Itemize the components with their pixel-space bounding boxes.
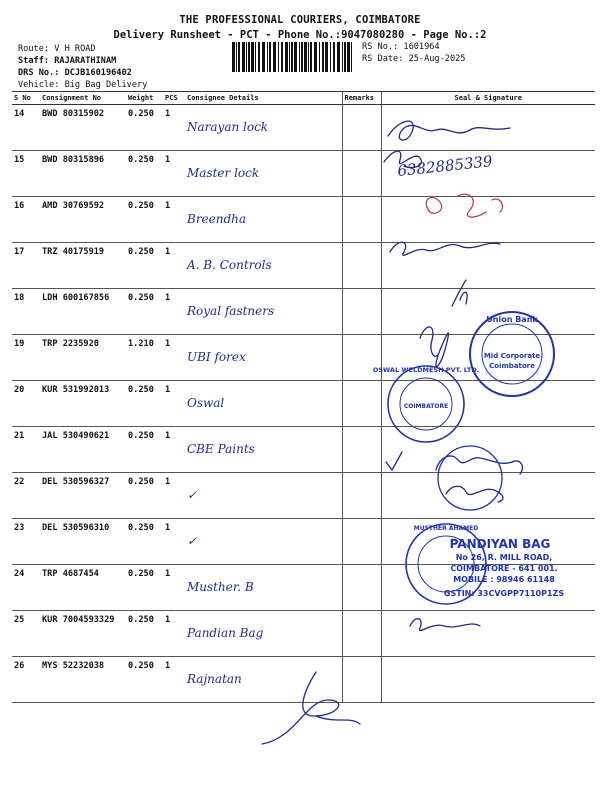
cell-weight: 0.250 — [126, 657, 163, 703]
barcode-bar — [262, 42, 265, 72]
cell-seal — [381, 565, 595, 611]
cell-seal — [381, 151, 595, 197]
cell-sno: 15 — [12, 151, 40, 197]
rs-number: RS No.: 1601964 — [362, 42, 440, 52]
barcode-bar — [289, 42, 290, 72]
cell-pcs: 1 — [163, 289, 185, 335]
barcode-bar — [337, 42, 340, 72]
cell-consignment: TRZ 40175919 — [40, 243, 126, 289]
cell-consignee — [185, 611, 342, 657]
cell-pcs: 1 — [163, 197, 185, 243]
consignee-handwriting: ✓ — [187, 488, 198, 502]
vehicle-label: Vehicle: Big Bag Delivery — [18, 80, 148, 90]
cell-remarks — [342, 381, 381, 427]
cell-sno: 26 — [12, 657, 40, 703]
cell-weight: 0.250 — [126, 151, 163, 197]
barcode-bar — [301, 42, 303, 72]
cell-remarks — [342, 427, 381, 473]
cell-pcs: 1 — [163, 335, 185, 381]
rs-date: RS Date: 25-Aug-2025 — [362, 54, 466, 64]
barcode-bar — [267, 42, 268, 72]
drs-label: DRS No.: DCJB160196402 — [18, 68, 132, 78]
cell-sno: 17 — [12, 243, 40, 289]
cell-seal — [381, 473, 595, 519]
table-row — [12, 197, 595, 243]
cell-weight: 0.250 — [126, 611, 163, 657]
barcode-bar — [255, 42, 256, 72]
consignee-handwriting: Rajnatan — [187, 672, 242, 686]
cell-weight: 0.250 — [126, 197, 163, 243]
cell-consignee — [185, 243, 342, 289]
table-row — [12, 243, 595, 289]
cell-remarks — [342, 197, 381, 243]
barcode-bar — [238, 42, 240, 72]
barcode-bar — [299, 42, 300, 72]
pandiyan-stamp-address1: No 26, R. MILL ROAD, — [455, 553, 553, 562]
barcode-bar — [232, 42, 235, 72]
cell-seal — [381, 289, 595, 335]
consignee-handwriting: UBI forex — [187, 350, 246, 364]
cell-remarks — [342, 565, 381, 611]
cell-consignment: AMD 30769592 — [40, 197, 126, 243]
cell-sno: 14 — [12, 105, 40, 151]
cell-weight: 0.250 — [126, 243, 163, 289]
table-row — [12, 105, 595, 151]
table-row — [12, 151, 595, 197]
table-row — [12, 381, 595, 427]
cell-seal — [381, 197, 595, 243]
cell-sno: 18 — [12, 289, 40, 335]
pandiyan-stamp-address2: COIMBATORE - 641 001. — [450, 564, 558, 573]
cell-consignee — [185, 427, 342, 473]
cell-seal — [381, 657, 595, 703]
cell-consignee — [185, 519, 342, 565]
cell-seal — [381, 243, 595, 289]
cell-consignment: LDH 600167856 — [40, 289, 126, 335]
cell-consignee — [185, 151, 342, 197]
header-seal: Seal & Signature — [381, 92, 595, 105]
cell-remarks — [342, 519, 381, 565]
consignee-handwriting: Master lock — [187, 166, 260, 180]
cell-remarks — [342, 105, 381, 151]
barcode-bar — [308, 42, 309, 72]
barcode-bar — [269, 42, 271, 72]
cell-consignment: BWD 80315902 — [40, 105, 126, 151]
cell-seal — [381, 381, 595, 427]
barcode-bar — [314, 42, 317, 72]
cell-consignment: JAL 530490621 — [40, 427, 126, 473]
barcode-bar — [322, 42, 324, 72]
consignee-handwriting: Musther. B — [187, 580, 254, 594]
cell-consignment: DEL 530596310 — [40, 519, 126, 565]
barcode-bar — [242, 42, 245, 72]
header-sno: S No — [12, 92, 40, 105]
barcode-bar — [236, 42, 237, 72]
cell-consignee — [185, 289, 342, 335]
barcode-bar — [342, 42, 343, 72]
union-bank-stamp-city: Coimbatore — [489, 362, 535, 370]
cell-pcs: 1 — [163, 611, 185, 657]
table-row — [12, 565, 595, 611]
consignee-handwriting: Oswal — [187, 396, 225, 410]
barcode-bar — [347, 42, 350, 72]
cell-sno: 16 — [12, 197, 40, 243]
cell-seal — [381, 335, 595, 381]
cell-remarks — [342, 335, 381, 381]
cell-pcs: 1 — [163, 519, 185, 565]
cell-sno: 19 — [12, 335, 40, 381]
cell-consignment: MYS 52232038 — [40, 657, 126, 703]
cell-sno: 23 — [12, 519, 40, 565]
barcode-bar — [278, 42, 279, 72]
cell-pcs: 1 — [163, 657, 185, 703]
header-consignee: Consignee Details — [185, 92, 342, 105]
consignee-handwriting: A. B. Controls — [187, 258, 272, 272]
oswal-stamp-name: OSWAL WELDMESH PVT. LTD. — [372, 366, 480, 374]
header-consignment: Consignment No — [40, 92, 126, 105]
cell-seal — [381, 611, 595, 657]
header-remarks: Remarks — [342, 92, 381, 105]
cell-weight: 0.250 — [126, 105, 163, 151]
cell-weight: 0.250 — [126, 381, 163, 427]
barcode-bar — [351, 42, 352, 72]
consignee-handwriting: Royal fastners — [187, 304, 275, 318]
cell-sno: 25 — [12, 611, 40, 657]
staff-label: Staff: RAJARATHINAM — [18, 56, 117, 66]
barcode-bar — [325, 42, 328, 72]
consignee-handwriting: Breendha — [187, 212, 247, 226]
barcode-bar — [258, 42, 260, 72]
route-label: Route: V H ROAD — [18, 44, 96, 54]
company-title: THE PROFESSIONAL COURIERS, COIMBATORE — [179, 14, 421, 26]
pandiyan-stamp-mobile: MOBILE : 98946 61148 — [453, 575, 555, 584]
cell-weight: 0.250 — [126, 289, 163, 335]
cell-remarks — [342, 243, 381, 289]
cell-sno: 22 — [12, 473, 40, 519]
pandiyan-stamp-ring: MUSTHER AHAMED — [413, 525, 479, 532]
cell-sno: 21 — [12, 427, 40, 473]
cell-pcs: 1 — [163, 151, 185, 197]
barcode-bar — [333, 42, 335, 72]
header-pcs: PCS — [163, 92, 185, 105]
union-bank-stamp-name: Union Bank — [486, 315, 538, 324]
consignee-handwriting: Narayan lock — [187, 120, 269, 134]
barcode-bar — [285, 42, 288, 72]
cell-pcs: 1 — [163, 381, 185, 427]
barcode-bar — [310, 42, 312, 72]
barcode-bar — [248, 42, 250, 72]
cell-sno: 24 — [12, 565, 40, 611]
oswal-stamp-city: COIMBATORE — [403, 403, 449, 410]
barcode-bar — [330, 42, 331, 72]
cell-weight: 1.210 — [126, 335, 163, 381]
cell-weight: 0.250 — [126, 427, 163, 473]
cell-consignment: TRP 2235920 — [40, 335, 126, 381]
cell-pcs: 1 — [163, 105, 185, 151]
barcode-bar — [344, 42, 346, 72]
cell-consignee — [185, 381, 342, 427]
table-row — [12, 473, 595, 519]
table-row — [12, 657, 595, 703]
cell-seal — [381, 519, 595, 565]
cell-consignment: KUR 7004593329 — [40, 611, 126, 657]
barcode-bar — [294, 42, 297, 72]
table-row — [12, 335, 595, 381]
cell-weight: 0.250 — [126, 519, 163, 565]
cell-consignee — [185, 335, 342, 381]
consignee-handwriting: Pandian Bag — [187, 626, 264, 640]
cell-consignee — [185, 565, 342, 611]
cell-weight: 0.250 — [126, 565, 163, 611]
cell-consignee — [185, 197, 342, 243]
barcode-bar — [251, 42, 254, 72]
barcode — [232, 42, 356, 72]
consignee-handwriting: ✓ — [187, 534, 198, 548]
union-bank-stamp-branch: Mid Corporate — [483, 352, 541, 360]
cell-pcs: 1 — [163, 565, 185, 611]
barcode-bar — [291, 42, 293, 72]
barcode-bar — [281, 42, 283, 72]
barcode-bar — [273, 42, 276, 72]
pandiyan-stamp-gstin: GSTIN: 33CVGPP7110P1ZS — [443, 589, 565, 598]
consignee-handwriting: CBE Paints — [187, 442, 255, 456]
runsheet-subtitle: Delivery Runsheet - PCT - Phone No.:9047080280 - Page No.:2 — [113, 29, 487, 41]
cell-consignment: DEL 530596327 — [40, 473, 126, 519]
cell-remarks — [342, 657, 381, 703]
cell-pcs: 1 — [163, 243, 185, 289]
cell-pcs: 1 — [163, 427, 185, 473]
cell-remarks — [342, 289, 381, 335]
barcode-bar — [319, 42, 320, 72]
barcode-bar — [246, 42, 247, 72]
cell-consignee — [185, 657, 342, 703]
cell-consignee — [185, 473, 342, 519]
cell-seal — [381, 105, 595, 151]
header-weight: Weight — [126, 92, 163, 105]
cell-consignee — [185, 105, 342, 151]
barcode-bar — [304, 42, 307, 72]
cell-remarks — [342, 611, 381, 657]
table-row — [12, 611, 595, 657]
handwritten-phone: 6382885339 — [396, 152, 494, 180]
cell-consignment: KUR 531992013 — [40, 381, 126, 427]
table-header-row — [12, 92, 595, 105]
cell-consignment: TRP 4687454 — [40, 565, 126, 611]
table-row — [12, 427, 595, 473]
table-row — [12, 289, 595, 335]
cell-remarks — [342, 151, 381, 197]
cell-remarks — [342, 473, 381, 519]
cell-weight: 0.250 — [126, 473, 163, 519]
cell-pcs: 1 — [163, 473, 185, 519]
pandiyan-stamp-name: PANDIYAN BAG — [449, 537, 551, 551]
cell-sno: 20 — [12, 381, 40, 427]
cell-seal — [381, 427, 595, 473]
table-row — [12, 519, 595, 565]
runsheet-table — [12, 91, 595, 703]
cell-consignment: BWD 80315896 — [40, 151, 126, 197]
